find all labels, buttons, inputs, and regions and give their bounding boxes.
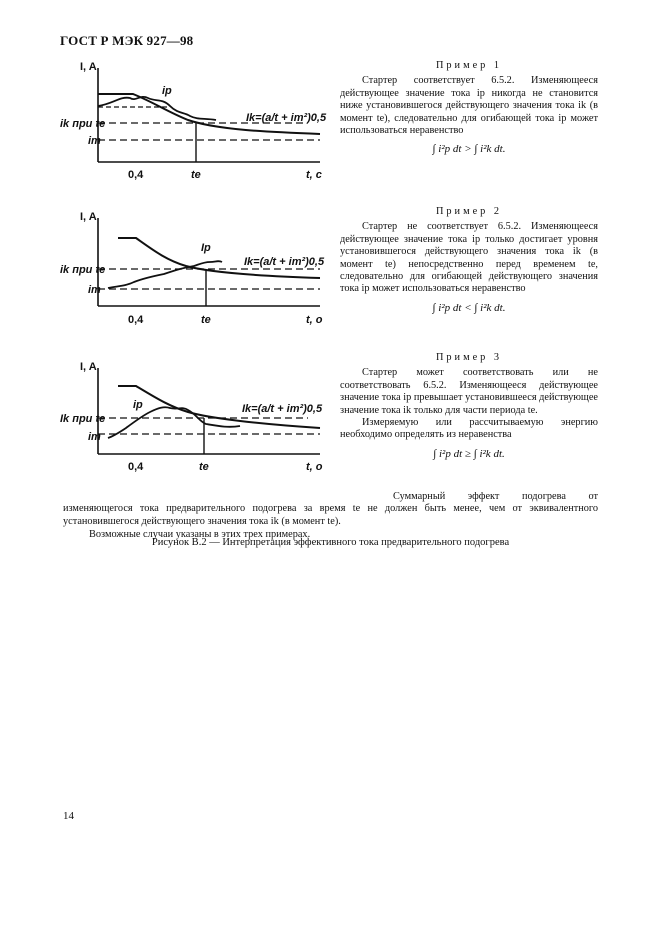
ik-level-label: ik при te (60, 118, 106, 130)
ip-curve-label: ip (133, 399, 143, 411)
im-level-label: im (88, 135, 101, 147)
ik-formula: Ik=(a/t + im²)0,5 (242, 403, 323, 415)
x-axis-label: t, c (306, 169, 322, 181)
summary-cases: Возможные случаи указаны в этих трех примерах. (89, 529, 311, 541)
x-tick-label: 0,4 (128, 314, 144, 326)
im-level-label: im (88, 284, 101, 296)
ip-curve-label: Ip (201, 242, 211, 254)
summary-paragraph (63, 491, 598, 542)
example-2-block (340, 206, 598, 314)
te-label: te (191, 169, 201, 181)
example-title: Пример 2 (435, 206, 503, 217)
example-text: Стартер не соответствует 6.5.2. Изменяющееся действующее значение тока ip только достигает уровня установившегося действующего значения тока ik (в момент te) непосредственно перед временем te, следовательно для огибающей действующего значения тока ip может использоваться неравенство (340, 221, 598, 295)
document-header: ГОСТ Р МЭК 927—98 (60, 33, 194, 48)
summary-text: Суммарный эффект подогрева от изменяющегося тока предварительного подогрева за время te не должен быть менее, чем от эквивалентного установившегося действующего значения тока ik (в момент te). (63, 491, 598, 527)
figure-example-1 (58, 58, 333, 188)
example-title: Пример 3 (435, 352, 503, 363)
y-axis-label: I, A (80, 211, 97, 223)
example-text-2: Измеряемую или рассчитываемую энергию необходимо определять из неравенства (340, 417, 598, 441)
example-1-block (340, 60, 598, 156)
x-tick-label: 0,4 (128, 461, 144, 473)
te-label: te (201, 314, 211, 326)
im-level-label: im (88, 431, 101, 443)
x-axis-label: t, o (306, 461, 323, 473)
inequality: ∫ i²p dt < ∫ i²k dt. (432, 301, 506, 314)
ik-level-label: ik при te (60, 264, 106, 276)
figure-example-3 (58, 356, 333, 486)
ik-formula: Ik=(a/t + im²)0,5 (246, 112, 327, 124)
y-axis-label: I, A (80, 61, 97, 73)
x-tick-label: 0,4 (128, 169, 144, 181)
example-title: Пример 1 (435, 60, 503, 71)
x-axis-label: t, o (306, 314, 323, 326)
example-text: Стартер может соответствовать или не соответствовать 6.5.2. Изменяющееся действующее значение тока ip превышает установившееся действующее значение тока ik только для части периода te. (340, 367, 598, 416)
example-text: Стартер соответствует 6.5.2. Изменяющееся действующее значение тока ip никогда не становится ниже установившегося действующего значения тока ik (в момент te), следовательно для огибающей тока ip может использоваться неравенство (340, 75, 598, 137)
te-label: te (199, 461, 209, 473)
inequality: ∫ i²p dt > ∫ i²k dt. (432, 143, 506, 156)
page-number: 14 (63, 810, 74, 822)
inequality: ∫ i²p dt ≥ ∫ i²k dt. (433, 447, 505, 460)
example-3-block (340, 352, 598, 460)
figure-example-2 (58, 208, 333, 338)
y-axis-label: I, A (80, 361, 97, 373)
figure-caption: Рисунок B.2 — Интерпретация эффективного тока предварительного подогрева (151, 537, 510, 548)
ik-level-label: Ik при te (60, 413, 106, 425)
ip-curve-label: ip (162, 85, 172, 97)
ik-formula: Ik=(a/t + im²)0,5 (244, 256, 325, 268)
